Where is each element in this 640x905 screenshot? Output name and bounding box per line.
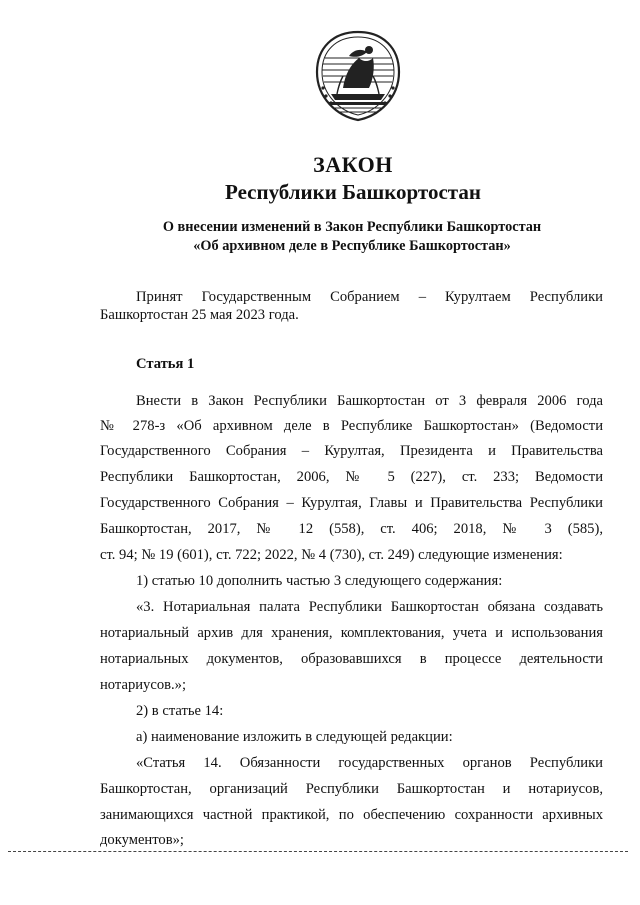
article-line: а) наименование изложить в следующей редакции:: [136, 729, 453, 745]
article-line: нотариальных документов, образовавшихся в процессе деятельности: [100, 651, 603, 667]
article-line: «Статья 14. Обязанности государственных органов Республики: [136, 755, 603, 771]
subject-line-2: «Об архивном деле в Республике Башкортостан»: [193, 238, 511, 254]
coat-of-arms-emblem: [313, 28, 403, 124]
article-line: нотариальный архив для хранения, комплектования, учета и использования: [100, 625, 603, 641]
adoption-line-2: Башкортостан 25 мая 2023 года.: [100, 307, 299, 323]
article-line: Внести в Закон Республики Башкортостан от 3 февраля 2006 года: [136, 393, 603, 409]
article-line: Башкортостан, 2017, № 12 (558), ст. 406; 2018, № 3 (585),: [100, 521, 603, 537]
article-line: Государственного Собрания – Курултая, Главы и Правительства Республики: [100, 495, 603, 511]
article-line: № 278-з «Об архивном деле в Республике Башкортостан» (Ведомости: [100, 418, 603, 434]
article-line: Башкортостан, организаций Республики Башкортостан и нотариусов,: [100, 781, 603, 797]
article-line: документов»;: [100, 832, 184, 848]
article-line: 2) в статье 14:: [136, 703, 224, 719]
page-cut-line: [8, 851, 628, 852]
article-heading: Статья 1: [136, 356, 195, 372]
article-line: Государственного Собрания – Курултая, Президента и Правительства: [100, 443, 603, 459]
article-line: занимающихся частной практикой, по обеспечению сохранности архивных: [100, 807, 603, 823]
subject-line-1: О внесении изменений в Закон Республики Башкортостан: [162, 219, 542, 235]
article-line: «3. Нотариальная палата Республики Башкортостан обязана создавать: [136, 599, 603, 615]
article-line: нотариусов.»;: [100, 677, 187, 693]
article-line: ст. 94; № 19 (601), ст. 722; 2022, № 4 (730), ст. 249) следующие изменения:: [100, 547, 563, 563]
article-line: Республики Башкортостан, 2006, № 5 (227), ст. 233; Ведомости: [100, 469, 603, 485]
adoption-line-1: Принят Государственным Собранием – Курултаем Республики: [136, 289, 603, 305]
article-line: 1) статью 10 дополнить частью 3 следующего содержания:: [136, 573, 503, 589]
document-title: ЗАКОН: [313, 152, 393, 177]
document-subtitle: Республики Башкортостан: [225, 180, 481, 204]
